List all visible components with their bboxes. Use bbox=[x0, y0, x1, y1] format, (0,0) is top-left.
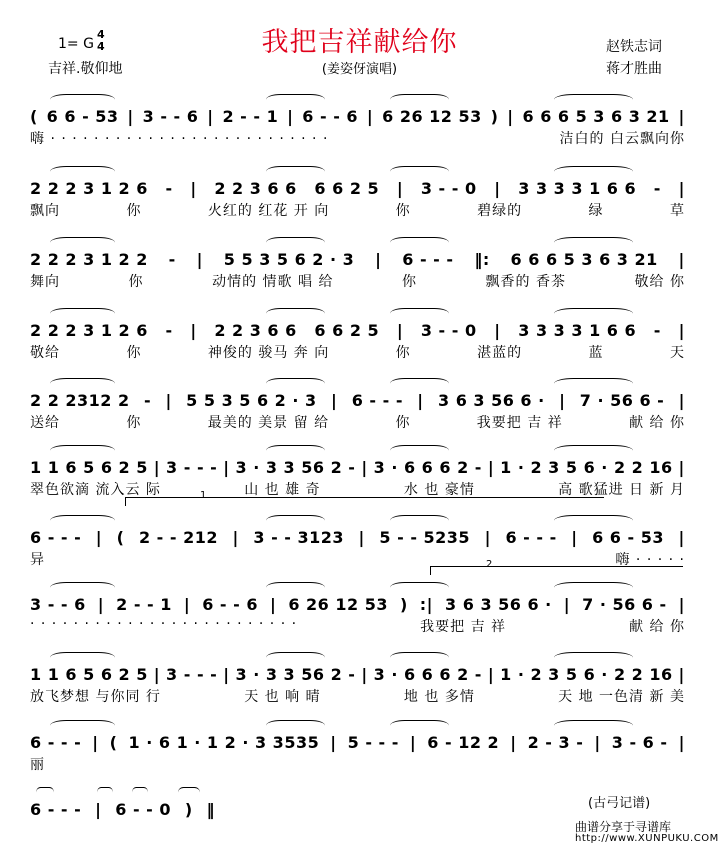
slur-arc bbox=[50, 237, 116, 248]
note-group: 6 26 12 53 bbox=[288, 595, 388, 614]
note-group: 6 - - 6 bbox=[202, 595, 258, 614]
lyric-segment: 神俊的 骏马 奔 向 bbox=[207, 345, 330, 361]
note-group: - bbox=[143, 391, 152, 410]
first-ending-bracket bbox=[125, 497, 604, 506]
note-group: 1 · 6 1 · 1 2 · 3 3535 bbox=[128, 733, 320, 752]
lyric-segment: 碧绿的 bbox=[477, 203, 523, 219]
lyrics-line bbox=[30, 342, 685, 362]
share-notice: 曲谱分享于寻谱库 bbox=[575, 820, 672, 834]
lyric-segment: 你 bbox=[402, 274, 417, 290]
site-url[interactable]: http://www.XUNPUKU.COM bbox=[575, 833, 719, 844]
lyric-segment: 敬给 你 bbox=[634, 274, 685, 290]
bar-line: | bbox=[331, 391, 338, 410]
slur-arc bbox=[266, 515, 325, 526]
lyric-segment: 湛蓝的 bbox=[477, 345, 523, 361]
note-group: 3 - - 0 bbox=[420, 321, 477, 340]
lyric-segment: 你 bbox=[395, 345, 411, 361]
bar-line: | bbox=[678, 458, 685, 477]
slur-arc bbox=[50, 652, 116, 663]
slur-arc bbox=[554, 652, 633, 663]
lyrics-line bbox=[30, 686, 685, 706]
note-group: 7 · 56 6 - bbox=[579, 391, 665, 410]
slur-arc bbox=[390, 166, 449, 177]
note-group: 6 6 2 5 bbox=[314, 179, 380, 198]
lyric-segment: 你 bbox=[395, 415, 411, 431]
note-group: 6 - - - bbox=[30, 800, 82, 819]
lyric-segment: 水 也 豪情 bbox=[403, 482, 475, 498]
staff-row bbox=[30, 162, 685, 224]
bar-line: | bbox=[287, 107, 294, 126]
note-group: 6 6 - 53 bbox=[592, 528, 664, 547]
bar-line: | bbox=[183, 595, 191, 614]
note-group: 3 3 3 3 1 6 6 bbox=[518, 179, 637, 198]
bar-line: ‖ bbox=[206, 800, 215, 819]
note-group: 2 - - 212 bbox=[138, 528, 218, 547]
note-group: ) bbox=[184, 800, 193, 819]
transcriber-credit: (古弓记谱) bbox=[588, 796, 651, 811]
note-group: 6 - - - bbox=[351, 391, 403, 410]
bar-line: | bbox=[487, 458, 495, 477]
bar-line: | bbox=[95, 528, 103, 547]
lyric-segment: 丽 bbox=[30, 757, 45, 773]
slur-arc bbox=[50, 582, 116, 593]
lyric-segment: 送给 bbox=[30, 415, 60, 431]
bar-line: ‖: bbox=[474, 250, 490, 269]
slur-arc bbox=[266, 378, 325, 389]
bar-line: | bbox=[190, 321, 197, 340]
slur-arc bbox=[554, 720, 633, 731]
staff-row bbox=[30, 233, 685, 295]
lyric-segment: 动情的 情歌 唱 给 bbox=[212, 274, 334, 290]
slur-arc bbox=[390, 378, 449, 389]
staff-row bbox=[30, 374, 685, 436]
lyrics-line bbox=[30, 412, 685, 432]
note-group: 3 6 3 56 6 · bbox=[437, 391, 545, 410]
slur-arc bbox=[390, 582, 449, 593]
note-group: 3 3 3 3 1 6 6 bbox=[518, 321, 637, 340]
bar-line: | bbox=[269, 595, 277, 614]
note-group: 6 26 12 53 bbox=[382, 107, 482, 126]
note-group: 6 - - - bbox=[505, 528, 557, 547]
slur-arc bbox=[390, 308, 449, 319]
note-group: 1 1 6 5 6 2 5 bbox=[30, 665, 148, 684]
note-group: 6 6 - 53 bbox=[46, 107, 119, 126]
bar-line: | bbox=[196, 250, 203, 269]
note-group: - bbox=[165, 179, 173, 198]
lyric-segment: 最美的 美景 留 给 bbox=[207, 415, 330, 431]
lyrics-line bbox=[30, 200, 685, 220]
note-group: 3 - - 0 bbox=[420, 179, 477, 198]
staff-row bbox=[30, 716, 685, 778]
note-group: 6 6 2 5 bbox=[314, 321, 380, 340]
slur-arc bbox=[50, 94, 116, 105]
lyric-segment: 我要把 吉 祥 bbox=[476, 415, 563, 431]
bar-line: | bbox=[232, 528, 239, 547]
note-group: 5 - - 5235 bbox=[379, 528, 471, 547]
bar-line: | bbox=[594, 733, 601, 752]
bar-line: | bbox=[559, 391, 566, 410]
bar-line: | bbox=[494, 179, 501, 198]
note-group: 6 - 12 2 bbox=[427, 733, 500, 752]
lyrics-line bbox=[30, 821, 215, 841]
bar-line: | bbox=[487, 665, 495, 684]
slur-arc bbox=[554, 378, 633, 389]
bar-line: | bbox=[678, 665, 685, 684]
bar-line: | bbox=[207, 107, 214, 126]
lyric-segment: 嗨 · · · · · bbox=[615, 552, 685, 568]
bar-line: | bbox=[361, 458, 368, 477]
lyric-segment: 你 bbox=[126, 415, 142, 431]
bar-line: | bbox=[678, 391, 685, 410]
note-group: 3 · 3 3 56 2 - bbox=[235, 458, 356, 477]
staff-row bbox=[30, 578, 685, 640]
bar-line: :| bbox=[419, 595, 434, 614]
lyrics-line bbox=[30, 479, 685, 499]
lyric-segment: 草 bbox=[669, 203, 685, 219]
tempo-mood: 吉祥.敬仰地 bbox=[48, 61, 123, 77]
slur-arc bbox=[132, 787, 149, 798]
slur-arc bbox=[178, 787, 200, 798]
note-group: 6 - - - bbox=[30, 528, 82, 547]
lyrics-line bbox=[30, 754, 685, 774]
slur-arc bbox=[266, 445, 325, 456]
slur-arc bbox=[50, 378, 116, 389]
slur-arc bbox=[36, 787, 55, 798]
note-group: 2 2 2 3 1 2 6 bbox=[30, 321, 148, 340]
note-group: ( bbox=[30, 107, 38, 126]
lyric-segment: 火红的 红花 开 向 bbox=[207, 203, 330, 219]
note-group: 5 5 3 5 6 2 · 3 bbox=[186, 391, 317, 410]
note-group: 6 6 6 5 3 6 3 21 bbox=[522, 107, 670, 126]
note-group: 2 - 3 - bbox=[527, 733, 584, 752]
slur-arc bbox=[266, 166, 325, 177]
bar-line: | bbox=[563, 595, 571, 614]
second-ending-number: 2 bbox=[486, 559, 493, 570]
lyric-segment: 飘向 bbox=[30, 203, 60, 219]
staff-row bbox=[30, 304, 685, 366]
lyric-segment: 山 也 雄 奇 bbox=[244, 482, 321, 498]
meter-top: 4 bbox=[97, 28, 105, 41]
lyric-segment: 高 歌猛进 日 新 月 bbox=[558, 482, 685, 498]
note-group: 2 2 3 6 6 bbox=[214, 321, 297, 340]
slur-arc bbox=[390, 445, 449, 456]
staff-row bbox=[30, 783, 215, 845]
lyrics-line bbox=[30, 271, 685, 291]
meter-bottom: 4 bbox=[97, 40, 105, 53]
lyric-segment: 蓝 bbox=[588, 345, 604, 361]
note-group: 6 - - - bbox=[402, 250, 454, 269]
lyric-segment: 异 bbox=[30, 552, 45, 568]
note-group: 3 6 3 56 6 · bbox=[445, 595, 552, 614]
bar-line: | bbox=[678, 107, 685, 126]
lyric-segment: 你 bbox=[126, 345, 142, 361]
slur-arc bbox=[554, 515, 633, 526]
slur-arc bbox=[390, 652, 449, 663]
note-group: - bbox=[653, 179, 661, 198]
slur-arc bbox=[266, 308, 325, 319]
key-signature: 1= G bbox=[58, 36, 94, 52]
bar-line: | bbox=[92, 733, 99, 752]
note-group: 2 2 2312 2 bbox=[30, 391, 130, 410]
slur-arc bbox=[266, 720, 325, 731]
lyric-segment: 天 bbox=[669, 345, 685, 361]
note-group: 6 6 6 5 3 6 3 21 bbox=[510, 250, 658, 269]
slur-arc bbox=[50, 308, 116, 319]
note-group: ) bbox=[399, 595, 408, 614]
note-group: 3 - - - bbox=[166, 665, 218, 684]
note-group: 7 · 56 6 - bbox=[582, 595, 667, 614]
bar-line: | bbox=[678, 179, 685, 198]
bar-line: | bbox=[484, 528, 491, 547]
bar-line: | bbox=[678, 321, 685, 340]
note-group: 1 · 2 3 5 6 · 2 2 16 bbox=[500, 458, 673, 477]
note-group: 3 - - 3123 bbox=[253, 528, 345, 547]
staff-row bbox=[30, 511, 685, 573]
note-group: 3 - - - bbox=[166, 458, 218, 477]
lyrics-line bbox=[30, 128, 685, 148]
lyric-segment: · · · · · · · · · · · · · · · · · · · · · · · · · bbox=[30, 616, 298, 632]
slur-arc bbox=[390, 94, 449, 105]
lyric-segment: 绿 bbox=[588, 203, 604, 219]
bar-line: | bbox=[330, 733, 337, 752]
lyric-segment: 地 也 多情 bbox=[403, 689, 475, 705]
note-group: - bbox=[165, 321, 173, 340]
note-group: 2 - - 1 bbox=[116, 595, 172, 614]
slur-arc bbox=[50, 515, 116, 526]
note-group: 6 - - - bbox=[30, 733, 82, 752]
lyric-segment: 敬给 bbox=[30, 345, 60, 361]
bar-line: | bbox=[165, 391, 172, 410]
bar-line: | bbox=[361, 665, 368, 684]
note-group: 6 - - 0 bbox=[115, 800, 172, 819]
note-group: ( bbox=[109, 733, 118, 752]
bar-line: | bbox=[507, 107, 514, 126]
second-ending-bracket bbox=[430, 566, 683, 575]
bar-line: | bbox=[678, 733, 685, 752]
song-title: 我把吉祥献给你 bbox=[261, 27, 458, 58]
lyric-segment: 天 也 响 晴 bbox=[244, 689, 321, 705]
note-group: - bbox=[653, 321, 661, 340]
note-group: 2 - - 1 bbox=[222, 107, 279, 126]
lyric-segment: 嗨 · · · · · · · · · · · · · · · · · · · · · · · · · · bbox=[30, 131, 329, 147]
slur-arc bbox=[554, 308, 633, 319]
lyric-segment: 献 给 你 bbox=[629, 415, 685, 431]
note-group: 3 - - 6 bbox=[142, 107, 199, 126]
lyrics-line bbox=[30, 616, 685, 636]
bar-line: | bbox=[396, 321, 404, 340]
slur-arc bbox=[266, 652, 325, 663]
bar-line: | bbox=[510, 733, 517, 752]
bar-line: | bbox=[409, 733, 417, 752]
bar-line: | bbox=[678, 528, 685, 547]
note-group: 3 · 6 6 6 2 - bbox=[373, 665, 482, 684]
note-group: 1 1 6 5 6 2 5 bbox=[30, 458, 148, 477]
staff-row bbox=[30, 90, 685, 152]
bar-line: | bbox=[358, 528, 365, 547]
note-group: - bbox=[168, 250, 176, 269]
slur-arc bbox=[50, 166, 116, 177]
note-group: 3 · 3 3 56 2 - bbox=[235, 665, 356, 684]
bar-line: | bbox=[375, 250, 382, 269]
slur-arc bbox=[390, 237, 449, 248]
staff-row bbox=[30, 648, 685, 710]
slur-arc bbox=[390, 720, 449, 731]
lyric-segment: 飘香的 香茶 bbox=[485, 274, 566, 290]
bar-line: | bbox=[494, 321, 501, 340]
bar-line: | bbox=[571, 528, 578, 547]
lyricist-credit: 赵铁志词 bbox=[606, 39, 662, 55]
slur-arc bbox=[554, 94, 633, 105]
bar-line: | bbox=[678, 595, 685, 614]
note-group: 3 - 6 - bbox=[611, 733, 668, 752]
lyric-segment: 你 bbox=[128, 274, 144, 290]
bar-line: | bbox=[396, 179, 404, 198]
singer-credit: (姜姿伢演唱) bbox=[321, 62, 398, 77]
lyric-segment: 舞向 bbox=[30, 274, 60, 290]
lyric-segment: 天 地 一色清 新 美 bbox=[558, 689, 685, 705]
slur-arc bbox=[50, 720, 116, 731]
bar-line: | bbox=[190, 179, 197, 198]
slur-arc bbox=[554, 237, 633, 248]
time-signature bbox=[97, 29, 105, 53]
staff-row bbox=[30, 441, 685, 503]
slur-arc bbox=[554, 582, 633, 593]
lyric-segment: 我要把 吉 祥 bbox=[420, 619, 507, 635]
note-group: 5 5 3 5 6 2 · 3 bbox=[223, 250, 355, 269]
note-group: 1 · 2 3 5 6 · 2 2 16 bbox=[500, 665, 673, 684]
slur-arc bbox=[50, 445, 116, 456]
lyric-segment: 放飞梦想 与你同 行 bbox=[30, 689, 161, 705]
bar-line: | bbox=[366, 107, 374, 126]
lyric-segment: 你 bbox=[126, 203, 142, 219]
slur-arc bbox=[266, 582, 325, 593]
slur-arc bbox=[266, 237, 325, 248]
bar-line: | bbox=[223, 665, 230, 684]
bar-line: | bbox=[97, 595, 105, 614]
bar-line: | bbox=[153, 458, 161, 477]
lyric-segment: 翠色欲滴 流入云 际 bbox=[30, 482, 161, 498]
note-group: ) bbox=[490, 107, 499, 126]
slur-arc bbox=[554, 166, 633, 177]
lyric-segment: 洁白的 白云飘向你 bbox=[559, 131, 685, 147]
bar-line: | bbox=[417, 391, 424, 410]
note-group: 2 2 2 3 1 2 2 bbox=[30, 250, 148, 269]
bar-line: | bbox=[153, 665, 161, 684]
note-group: 5 - - - bbox=[347, 733, 399, 752]
composer-credit: 蒋才胜曲 bbox=[606, 61, 662, 77]
lyric-segment: 你 bbox=[395, 203, 411, 219]
note-group: 2 2 3 6 6 bbox=[214, 179, 297, 198]
note-group: 3 - - 6 bbox=[30, 595, 86, 614]
slur-arc bbox=[266, 94, 325, 105]
bar-line: | bbox=[678, 250, 685, 269]
note-group: ( bbox=[116, 528, 125, 547]
lyric-segment: 献 给 你 bbox=[629, 619, 685, 635]
slur-arc bbox=[554, 445, 633, 456]
note-group: 2 2 2 3 1 2 6 bbox=[30, 179, 148, 198]
bar-line: | bbox=[223, 458, 230, 477]
slur-arc bbox=[97, 787, 114, 798]
slur-arc bbox=[390, 515, 449, 526]
bar-line: | bbox=[127, 107, 134, 126]
note-group: 6 - - 6 bbox=[302, 107, 359, 126]
first-ending-number: 1 bbox=[200, 490, 207, 501]
note-group: 3 · 6 6 6 2 - bbox=[373, 458, 482, 477]
bar-line: | bbox=[95, 800, 102, 819]
